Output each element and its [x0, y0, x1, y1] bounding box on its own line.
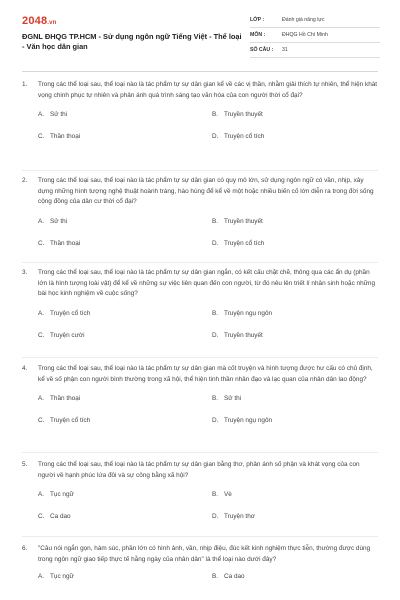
question-divider [22, 357, 378, 358]
question-divider [22, 170, 378, 171]
question-divider [22, 262, 378, 263]
options [22, 300, 378, 338]
option-c[interactable] [38, 133, 80, 140]
question-2 [22, 176, 378, 246]
option-c[interactable] [38, 417, 90, 424]
question-number: 3. [22, 269, 28, 276]
option-d[interactable] [212, 417, 272, 424]
option-letter: A. [38, 491, 45, 498]
question-number: 4. [22, 365, 28, 372]
options [22, 565, 378, 585]
option-letter: A. [38, 395, 45, 402]
question-divider [22, 536, 378, 537]
question-body: "Câu nói ngắn gọn, hàm súc, phần lớn có hình ảnh, vần, nhịp điệu, đúc kết kinh nghiệm thực tiễn, thường được dùng trong ngôn ngữ giao tiếp thực tế hằng ngày của nhân dân" là thể loại nào dưới đây? [38, 545, 371, 563]
option-text: Truyền thuyết [224, 217, 263, 225]
option-text: Truyện thơ [224, 513, 255, 520]
option-letter: C. [38, 513, 45, 520]
option-letter: B. [212, 573, 219, 580]
question-3 [22, 268, 378, 338]
option-letter: C. [38, 417, 45, 424]
question-body: Trong các thể loại sau, thể loại nào là tác phẩm tự sự dân gian kể về các vị thần, nhằm giải thích tự nhiên, thể hiện khát vọng chinh phục tự nhiên và phản ánh quá trình sáng tạo văn hóa của con người thời cổ đại? [38, 81, 378, 99]
option-text: Truyền thuyết [224, 331, 263, 339]
option-b[interactable] [212, 395, 241, 402]
option-letter: D. [212, 417, 219, 424]
question-number: 1. [22, 81, 28, 88]
question-text [22, 268, 378, 300]
meta-value: Đánh giá năng lực [282, 17, 325, 23]
option-letter: B. [212, 395, 219, 402]
option-letter: A. [38, 573, 45, 580]
option-text: Truyện cổ tích [224, 133, 265, 140]
question-text [22, 176, 378, 208]
option-letter: D. [212, 239, 219, 247]
meta-key: LỚP : [250, 17, 265, 23]
question-number: 6. [22, 545, 28, 552]
option-letter: B. [212, 309, 219, 317]
option-b[interactable] [212, 491, 232, 498]
question-body: Trong các thể loại sau, thể loại nào là tác phẩm tự sự dân gian có quy mô lớn, sử dụng ngôn ngữ có vần, nhịp, xây dựng những hình tượng nghệ thuật hoành tráng, hào hùng để kể về một hoặc nhiều biến cố lớn diễn ra trong đời sống cộng đồng của dân cư thời cổ đại? [38, 177, 374, 205]
option-a[interactable] [38, 218, 67, 225]
option-a[interactable] [38, 310, 90, 317]
option-text: Truyện cổ tích [50, 309, 91, 317]
logo-suffix: .vn [47, 20, 57, 26]
option-text: Thần thoại [50, 395, 81, 402]
option-a[interactable] [38, 573, 74, 580]
option-letter: B. [212, 111, 219, 118]
option-a[interactable] [38, 491, 74, 498]
option-b[interactable] [212, 310, 272, 317]
option-c[interactable] [38, 513, 71, 520]
option-letter: A. [38, 309, 45, 317]
option-text: Truyện cười [50, 331, 85, 339]
options [22, 101, 378, 139]
question-number: 5. [22, 461, 28, 468]
question-text [22, 544, 378, 565]
option-b[interactable] [212, 218, 263, 225]
option-text: Thần thoại [50, 239, 81, 247]
question-text [22, 80, 378, 101]
option-text: Truyện ngụ ngôn [224, 309, 273, 317]
option-b[interactable] [212, 573, 245, 580]
option-letter: D. [212, 133, 219, 140]
meta-value: 31 [282, 47, 288, 53]
question-text [22, 460, 378, 481]
meta-table [250, 13, 380, 58]
site-logo[interactable] [22, 15, 57, 27]
option-text: Sử thi [50, 111, 68, 118]
option-text: Ca dao [50, 513, 71, 520]
option-text: Ca dao [224, 573, 245, 580]
option-d[interactable] [212, 513, 255, 520]
option-text: Truyện cổ tích [50, 417, 91, 424]
meta-key: MÔN : [250, 32, 266, 38]
option-d[interactable] [212, 240, 264, 247]
option-letter: D. [212, 513, 219, 520]
option-text: Vè [224, 491, 232, 498]
option-letter: A. [38, 217, 45, 225]
option-letter: B. [212, 491, 219, 498]
option-letter: A. [38, 111, 45, 118]
question-body: Trong các thể loại sau, thể loại nào là tác phẩm tự sự dân gian mà cốt truyện và hình tượng được hư cấu có chủ định, kể về số phận con người bình thường trong xã hội, thể hiện tinh thần nhân đạo và lạc quan của nhân dân lao động? [38, 365, 373, 383]
meta-row-subject [250, 28, 380, 43]
option-letter: B. [212, 217, 219, 225]
question-6 [22, 544, 378, 585]
option-text: Tục ngữ [50, 573, 74, 580]
option-letter: C. [38, 239, 45, 247]
option-letter: D. [212, 331, 219, 339]
option-letter: C. [38, 331, 45, 339]
option-d[interactable] [212, 332, 263, 339]
options [22, 208, 378, 246]
option-text: Sử thi [50, 217, 68, 225]
header-divider [22, 71, 378, 72]
option-text: Truyện ngụ ngôn [224, 417, 273, 424]
question-number: 2. [22, 177, 28, 184]
meta-row-class [250, 13, 380, 28]
option-b[interactable] [212, 111, 263, 118]
question-1 [22, 80, 378, 139]
option-a[interactable] [38, 395, 80, 402]
meta-key: SỐ CÂU : [250, 47, 274, 53]
option-text: Thần thoại [50, 133, 81, 140]
question-5 [22, 460, 378, 519]
option-c[interactable] [38, 332, 85, 339]
meta-row-count [250, 43, 380, 58]
option-d[interactable] [212, 133, 264, 140]
question-body: Trong các thể loại sau, thể loại nào là tác phẩm tự sự dân gian ngắn, có kết cấu chặt chẽ, thông qua các ẩn dụ (phần lớn là hình tượng loài vật) để kể về những sự việc liên quan đến con người, từ đó nêu lên triết lí nhân sinh hoặc những bài học kinh nghiệm về cuộc sống? [38, 269, 376, 297]
page-header [0, 0, 400, 66]
option-a[interactable] [38, 111, 67, 118]
question-divider [22, 452, 378, 453]
meta-value: ĐHQG Hồ Chí Minh [282, 32, 328, 38]
option-text: Truyền thuyết [224, 111, 263, 118]
document-title: ĐGNL ĐHQG TP.HCM - Sử dụng ngôn ngữ Tiếng Việt - Thể loại - Văn học dân gian [22, 32, 242, 51]
logo-text: 2048 [22, 15, 48, 27]
question-4 [22, 364, 378, 423]
options [22, 385, 378, 423]
option-text: Truyện cổ tích [224, 239, 265, 247]
option-c[interactable] [38, 240, 80, 247]
options [22, 481, 378, 519]
option-letter: C. [38, 133, 45, 140]
question-text [22, 364, 378, 385]
question-body: Trong các thể loại sau, thể loại nào là tác phẩm tự sự dân gian bằng thơ, phản ánh số phận và khát vọng của con người về hạnh phúc lứa đôi và sự công bằng xã hội? [38, 461, 360, 479]
option-text: Tục ngữ [50, 491, 74, 498]
option-text: Sử thi [224, 395, 242, 402]
